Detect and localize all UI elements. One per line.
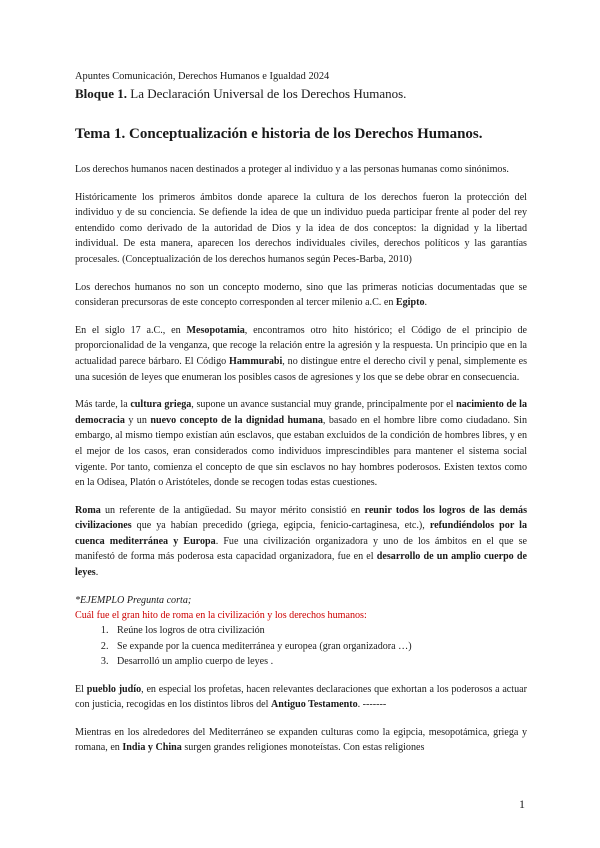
text: que ya habían precedido (griega, egipcia, fenicio-cartaginesa, etc.),: [131, 520, 430, 532]
list-item: 1. Reúne los logros de otra civilización: [111, 623, 527, 638]
bold-term: cultura griega: [130, 399, 192, 411]
bold-term: India y China: [122, 742, 182, 754]
page-content: [75, 70, 527, 756]
paragraph-egipto: [75, 280, 527, 311]
list-item: 2. Se expande por la cuenca mediterránea y europea (gran organizadora …): [111, 639, 527, 654]
text: En el siglo 17 a.C., en: [75, 324, 187, 336]
text: .: [95, 567, 99, 579]
text: El: [75, 683, 87, 695]
bold-term: Hammurabi: [229, 355, 283, 367]
bold-term: Roma: [75, 504, 101, 516]
text: Los derechos humanos no son un concepto moderno, sino que las primeras noticias documentadas que se consideran precursoras de este concepto corresponden al tercer milenio a.C. en: [75, 281, 527, 309]
text: , supone un avance sustancial muy grande, principalmente por el: [191, 399, 457, 411]
list-item: 3. Desarrolló un amplio cuerpo de leyes .: [111, 654, 527, 669]
text: , basado en el hombre libre como ciudadano. Sin embargo, al mismo tiempo existían aún esclavos, que estaban excluidos de la condición de hombres libres, y en el mejor de los casos, eran considerados como individuos imprescindibles para mantener el sistema social vigente. Por tanto, comienza el concepto de que sin esclavos no hay hombres poderosos. Existen textos como en la Odisea, Platón o Aristóteles, donde se recogen todas estas cuestiones.: [75, 414, 527, 489]
example-question: Cuál fue el gran hito de roma en la civilización y los derechos humanos:: [75, 610, 367, 622]
paragraph-mesopotamia: [75, 323, 527, 385]
example-answers-list: [75, 623, 527, 669]
text: .: [424, 297, 428, 309]
text: y un: [124, 414, 151, 426]
text: , no distingue entre el derecho civil y penal, simplemente es una sucesión de leyes que enumeran los posibles casos de agresiones y los que se debe obrar en consecuencia.: [75, 355, 527, 383]
paragraph-roma: [75, 503, 527, 581]
bold-term: Antiguo Testamento: [270, 699, 358, 711]
example-label: *EJEMPLO Pregunta corta;: [75, 594, 192, 606]
paragraph-judio: [75, 682, 527, 713]
paragraph-intro: Los derechos humanos nacen destinados a proteger al individuo y a las personas humanas como sinónimos.: [75, 164, 509, 175]
page-number: 1: [519, 797, 525, 811]
bold-term: nacimiento de la democracia: [75, 399, 527, 426]
paragraph-india-china: [75, 725, 527, 756]
text: , en especial los profetas, hacen relevantes declaraciones que exhortan a los poderosos a actuar con justicia, recogidas en los distintos libros del: [75, 683, 527, 711]
bold-term: reunir todos los logros de las demás civilizaciones: [75, 504, 527, 532]
paragraph-historia: Históricamente los primeros ámbitos donde aparece la cultura de los derechos fueron la protección del individuo y de su conciencia. Se defiende la idea de que un individuo pueda participar frente al poder del rey entendido como derivado de la autoridad de Dios y la idea de dos conceptos: la dignidad y la libertad individual. De esta manera, aparecen los derechos individuales civiles, derechos políticos y las garantías procesales. (Conceptualización de los derechos humanos según Peces-Barba, 2010): [75, 191, 527, 265]
bloque-heading: [75, 85, 527, 103]
text: surgen grandes religiones monoteístas. Con estas religiones: [181, 742, 425, 754]
bold-term: Mesopotamia: [186, 324, 245, 336]
bold-term: Egipto: [395, 297, 425, 309]
paragraph-grecia: [75, 397, 527, 491]
bold-term: nuevo concepto de la dignidad humana: [150, 414, 323, 426]
text: , encontramos otro hito histórico; el Código de el principio de proporcionalidad de la venganza, que recoge la relación entre la agresión y la respuesta. Un principio que en la actualidad parece bárbaro. El Código: [75, 324, 528, 367]
bloque-label: Bloque 1.: [75, 86, 128, 101]
text: un referente de la antigüedad. Su mayor mérito consistió en: [100, 504, 365, 516]
bold-term: desarrollo de un amplio cuerpo de leyes: [75, 551, 527, 579]
bold-term: pueblo judío: [86, 683, 142, 695]
text: Mientras en los alrededores del Mediterráneo se expanden culturas como la egipcia, mesopotámica, griega y romana, en: [75, 726, 527, 754]
text: Más tarde, la: [75, 399, 131, 411]
text: . -------: [357, 699, 387, 711]
bloque-title: La Declaración Universal de los Derechos Humanos.: [130, 86, 407, 101]
text: . Fue una civilización organizadora y uno de los ámbitos en el que se manifestó de forma más poderosa esta capacidad organizadora, fue en el: [75, 535, 528, 563]
tema-title: Tema 1. Conceptualización e historia de los Derechos Humanos.: [75, 126, 483, 142]
course-header: Apuntes Comunicación, Derechos Humanos e Igualdad 2024: [75, 71, 330, 82]
bold-term: refundiéndolos por la cuenca mediterránea y Europa: [75, 520, 527, 547]
